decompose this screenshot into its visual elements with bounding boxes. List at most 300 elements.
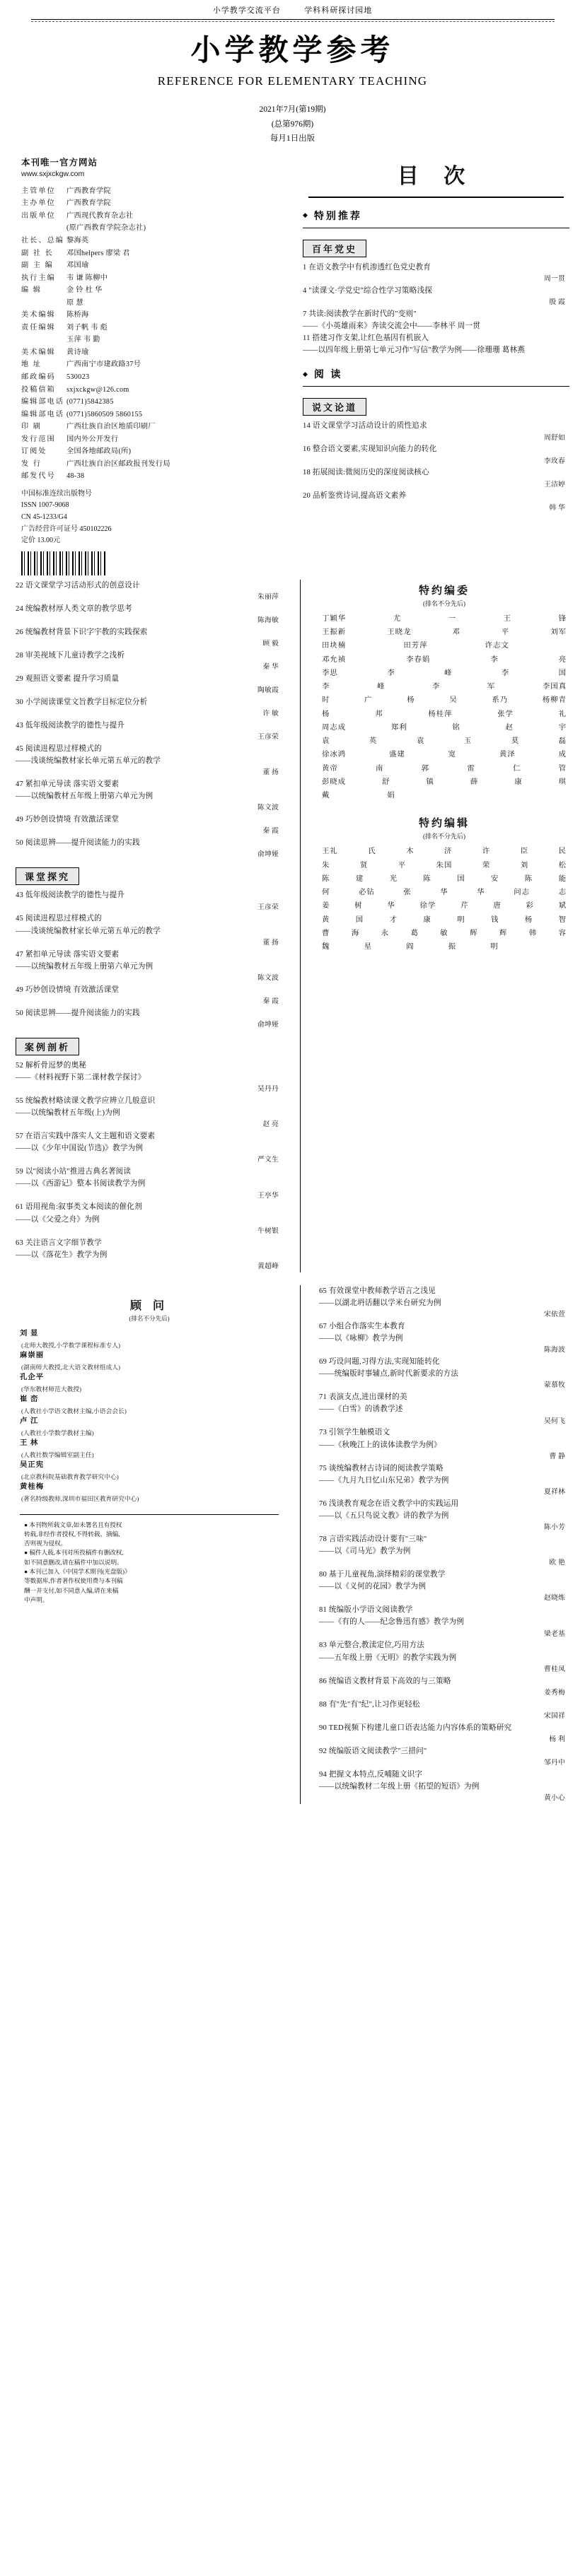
member-name: 宽 [448,751,457,759]
toc-entry[interactable]: ——以统编教材二年级上册《拓望的短语》为例 [319,1782,480,1791]
toc-entry[interactable]: 69 巧设问题,习得方法,实现知能转化 [319,1358,440,1366]
toc-entry-author: 朱丽萍 [257,593,279,602]
staff-row [21,334,290,346]
toc-entry[interactable]: 78 言语实践活动设计要有"三味" [319,1535,427,1543]
staff-label: 地 址 [21,361,42,369]
staff-row [21,470,290,483]
column-divider [300,580,301,1272]
toc-entry[interactable]: 1 在语文教学中有机渗透红色党史教育 [303,263,431,271]
member-name: 邓允祯 [322,655,347,664]
toc-entry[interactable]: ——以《父爱之舟》为例 [16,1215,100,1224]
toc-entry[interactable]: 90 TED视频下构建儿童口语表达能力内容体系的策略研究 [319,1723,512,1732]
toc-entry[interactable]: 73 引领学生触模语文 [319,1429,390,1437]
member-name: 磊 [558,737,567,746]
member-name: 李春娟 [406,655,431,664]
toc-entry-author: 宋国祥 [544,1711,565,1720]
toc-entry[interactable]: 49 巧妙创设情境 有效激活课堂 [16,985,120,994]
toc-entry-author: 邹丹中 [544,1758,565,1767]
colophon-line: 否则视为侵权。 [24,1540,67,1547]
pubinfo-line: CN 45-1233/G4 [21,513,67,522]
staff-value: 黎海英 [66,236,89,245]
member-name: 华 [477,889,485,897]
toc-entry-author: 王洁婷 [544,480,565,488]
toc-entry[interactable]: 18 拓展阅读:微阅历史的深度阅读核心 [303,469,429,477]
member-name: 刘 [520,861,529,870]
toc-entry-author: 曹桂凤 [544,1665,565,1673]
member-name: 琪 [558,778,567,786]
toc-entry[interactable]: 50 阅读思辨——提升阅读能力的实践 [16,1009,140,1017]
toc-entry-author: 赵 亮 [262,1120,279,1129]
banner-divider-dashed [31,21,555,22]
member-name: 盛建 [389,751,405,759]
toc-entry[interactable]: 81 统编版小学语文阅读教学 [319,1606,413,1615]
advisor-title-text: (湖南师大教授,北大语文教材组成人) [21,1363,121,1371]
member-name: 松 [558,861,567,870]
staff-row [21,197,290,210]
staff-row [21,322,290,334]
advisor-name: 吴正宪 [20,1461,45,1470]
toc-entry-author: 秦 霞 [262,997,279,1005]
colophon-line: 中声明。 [24,1596,49,1604]
member-name: 王礼 [322,848,338,856]
member-name: 刘军 [550,628,567,637]
toc-entry-author: 夏祥林 [544,1487,565,1496]
staff-label: 编辑部电话 [21,398,64,406]
toc-entry[interactable]: 76 浅谈教育观念在语文教学中的实践运用 [319,1499,459,1508]
member-name: 斌 [558,902,567,911]
advisor-item [20,1416,279,1438]
staff-row [21,396,290,409]
toc-entry[interactable]: ——以统编教材五年级上册第六单元为例 [16,792,154,801]
member-name: 志 [558,889,567,897]
section-header-graphic [303,366,569,382]
toc-entry-author: 蒙慕牧 [544,1381,565,1390]
toc-entry[interactable]: 92 统编版语文阅读教学"三措问" [319,1747,427,1755]
advisor-subtitle: (排名不分先后) [129,1314,170,1322]
member-name: 建 [355,874,364,883]
member-name: 荣 [482,861,491,870]
member-name: 树 [354,902,363,911]
toc-entry[interactable]: ——以《西游记》整本书阅读教学为例 [16,1180,146,1188]
toc-entry[interactable]: 4 "读课文·学党史"综合性学习策略浅探 [303,286,433,295]
section-title: 阅 读 [313,370,343,381]
toc-entry-author: 俞坤娅 [257,1020,279,1029]
staff-value: 48-38 [66,472,85,481]
member-name: 峰 [376,683,386,691]
toc-entry[interactable]: ——《秋晚江上的读体读教学为例》 [319,1441,441,1449]
toc-entry[interactable]: ——《有的人——纪念鲁迅有感》教学为例 [319,1618,465,1627]
advisor-item [20,1482,279,1504]
member-name: 明 [457,915,465,924]
toc-entry-author: 董 扬 [262,938,279,947]
advisor-box [16,1296,283,1605]
staff-row [21,384,290,397]
toc-entry[interactable]: 88 有"先"有"纪",让习作更轻松 [319,1700,420,1709]
name-row [322,708,567,721]
member-name: 袁 [322,737,330,746]
toc-entry[interactable]: 26 统编教材背景下识字宇教的实践探索 [16,628,148,636]
left-top-entries [16,580,283,860]
name-row [322,845,567,858]
issue-info [0,103,585,145]
member-name: 振 [448,943,457,952]
staff-row [21,358,290,371]
member-name: 李 [490,655,499,664]
pubinfo-line: 定价 13.00元 [21,537,60,545]
staff-value: 530023 [66,373,90,381]
bottom-right-entries [319,1285,569,1804]
advisor-item [20,1438,279,1460]
staff-value: 广西现代教育杂志社 [66,211,134,220]
advisor-item [20,1372,279,1394]
toc-entry[interactable]: ——以《义何的花园》教学为例 [319,1583,427,1591]
colophon-notes [20,1514,279,1605]
member-name: 韩 [528,929,538,937]
lower-section [0,1285,585,1804]
advisor-name: 黄桂梅 [20,1483,45,1492]
advisor-name: 孔企平 [20,1373,45,1381]
member-name: 辉 [470,929,478,937]
member-name: 李 [387,669,395,677]
member-name: 田芳萍 [403,642,428,650]
toc-entry-author: 严文生 [257,1156,279,1164]
member-name: 智 [558,915,567,924]
member-name: 舒 [382,778,390,786]
member-name: 李国真 [542,683,567,691]
toc-entry[interactable]: 94 把握文本特点,反哺随文识字 [319,1770,423,1779]
toc-entry-author: 李玫春 [544,457,565,465]
toc-entry[interactable]: 20 品析鉴赏诗词,提高语文素养 [303,492,407,500]
diamond-icon: ◆ [303,211,308,219]
toc-heading-rule [308,197,564,198]
toc-entry[interactable]: ——《小英雄雨来》奔读交流会中——李林平 周一贯 [303,322,481,330]
member-name: 黄泽 [499,751,516,759]
staff-row [21,284,290,297]
advisor-name: 刘 显 [20,1329,39,1337]
toc-entry-author: 宋依萱 [544,1311,565,1319]
staff-row [21,346,290,359]
banner-right-text: 学科科研探讨园地 [304,6,373,15]
toc-entry-author: 牛树银 [257,1226,279,1235]
member-name: 国 [355,915,364,924]
staff-label: 订阅处 [21,447,47,456]
staff-label: 发行范围 [21,435,56,443]
member-name: 英 [369,737,378,746]
member-name: 臣 [520,848,529,856]
advisor-name: 王 林 [20,1439,39,1448]
toc-entry-author: 陈小芳 [544,1523,565,1532]
advisor-item [20,1328,279,1350]
member-name: 田块楠 [322,642,347,650]
advisor-item [20,1460,279,1482]
member-name: 王晓龙 [387,628,412,637]
advisor-item [20,1350,279,1372]
name-row [322,748,567,761]
member-name: 周志成 [322,723,347,732]
staff-row [21,309,290,322]
advisor-title-text: (著名特级教师,深圳市福田区教育研究中心) [21,1495,139,1503]
name-row [322,886,567,899]
member-name: 李 [431,683,441,691]
toc-entry[interactable]: ——以《司马光》教学为例 [319,1547,411,1556]
toc-entry[interactable]: 55 统编教材略读课文教学应辨立几般意识 [16,1096,156,1105]
toc-entry[interactable]: 80 基于儿童视角,演绎精彩的课堂教学 [319,1571,446,1579]
toc-entry[interactable]: ——以湖北坍话翻以学米台研究为例 [319,1299,441,1307]
member-name: 亮 [558,655,567,664]
toc-entry[interactable]: 65 有效课堂中教师教学语言之浅见 [319,1287,436,1295]
editors-subtitle: (排名不分先后) [423,833,465,841]
advisor-list [20,1328,279,1504]
advisor-title-text: (人教社小学数学教材主编) [21,1429,94,1436]
barcode-image [21,551,106,575]
member-name: 峰 [444,669,453,677]
toc-entry[interactable]: 24 统编教材厚人类文章的教学思考 [16,604,132,613]
toc-entry[interactable]: 45 阅读进程思过样模式的 [16,915,102,923]
toc-entry[interactable]: 22 语文课堂学习活动形式的创意设计 [16,581,140,590]
member-name: 时 [322,696,330,705]
staff-value: (0771)5842385 [66,398,114,406]
lower-column-divider [300,1285,301,1804]
toc-entry[interactable]: ——《材料视野下第二课材教学探讨》 [16,1073,146,1082]
staff-label: 副 主 编 [21,262,54,270]
member-name: 张学 [497,710,514,718]
pubinfo-line: 中国标准连续出版物号 [21,489,92,498]
toc-entry[interactable]: 63 关注语言文字细节教学 [16,1239,102,1247]
toc-entry[interactable]: 49 巧妙创设情境 有效激活课堂 [16,816,120,824]
case-entries [16,1060,283,1272]
staff-label: 责任编辑 [21,323,56,332]
staff-label: 编辑部电话 [21,410,64,418]
member-name: 王 [503,614,512,623]
staff-label: 编 辑 [21,286,42,295]
staff-value: 广西壮族自治区地质印刷厂 [66,423,156,431]
member-name: 南 [376,764,384,773]
member-name: 管 [558,764,567,773]
toc-entry[interactable]: ——浅谈统编教材家长单元第五单元的教学 [16,757,161,766]
staff-label: 投稿信箱 [21,385,56,394]
member-name: 彭晓成 [322,778,347,786]
member-name: 铭 [452,723,461,732]
member-name: 葛 [410,929,419,937]
member-name: 国 [558,669,567,677]
official-site-url[interactable]: www.sxjxckgw.com [21,169,85,178]
member-name: 朱 [322,861,330,870]
toc-entry[interactable]: 43 低年级阅读教学的德性与提升 [16,721,125,730]
toc-entry[interactable]: 83 单元整合,教渎定位,巧用方法 [319,1641,425,1650]
toc-entry[interactable]: ——以《咏柳》教学为例 [319,1335,403,1343]
member-name: 黄 [322,915,330,924]
staff-label: 副 社 长 [21,249,54,257]
member-name: 雷 [467,764,475,773]
pubinfo-line: 广告经营许可证号 450102226 [21,525,112,533]
member-name: 平 [398,861,407,870]
name-row [322,899,567,913]
member-name: 海 [351,929,360,937]
toc-entry[interactable]: 50 阅读思辨——提升阅读能力的实践 [16,839,140,848]
toc-entry[interactable]: ——以《五只鸟说文教》讲的教学为例 [319,1511,449,1520]
staff-label: 出版单位 [21,211,56,220]
staff-value: 玉萍 韦 勤 [66,336,100,344]
board-subtitle: (排名不分先后) [423,599,465,607]
member-name: 钱 [490,915,499,924]
advisor-title-text: (人教社数学编辑室副主任) [21,1451,94,1459]
toc-entry-author: 吴何飞 [544,1417,565,1425]
toc-entry[interactable]: 16 整合语文要素,实现知识向能力的转化 [303,445,437,454]
advisor-name: 崔 峦 [20,1395,39,1404]
member-name: 贤 [359,861,369,870]
staff-value: 原 慧 [66,298,83,307]
toc-entry[interactable]: 75 谈统编教材古诗词的阅读教学策略 [319,1464,444,1473]
editor-member-list [319,845,569,954]
staff-label: 美术编辑 [21,311,56,320]
toc-entry-author: 顾 毅 [262,640,279,648]
section-title: 特别推荐 [313,211,362,222]
toc-entry[interactable]: 30 小学阅读课堂文旨教学目标定位分析 [16,698,148,706]
member-name: 永 [381,929,390,937]
toc-entry[interactable]: 59 以"阅读小站"推进古典名著阅读 [16,1168,132,1176]
staff-label: 印 刷 [21,423,42,431]
colophon-line: ● 本刊已加入《中国学术期刊(光盘版)》 [24,1568,131,1576]
member-name: 民 [558,848,567,856]
staff-row [21,210,290,223]
section-header-box: 百年党史 [303,240,366,257]
member-name: 星 [364,943,372,952]
toc-entry[interactable]: 47 紧扣单元导读 落实语文要素 [16,780,120,789]
toc-entry-author: 殷 霞 [549,298,565,306]
member-name: 成 [558,751,567,759]
member-name: 镇 [426,778,434,786]
toc-entry[interactable]: 67 小组合作落实生本教育 [319,1322,405,1330]
body-columns [0,580,585,1272]
toc-entry[interactable]: 57 在语言实践中落实人文主题和语文要素 [16,1132,156,1141]
toc-entry-author: 董 扬 [262,768,279,777]
toc-entry[interactable]: ——以《落花生》教学为例 [16,1251,108,1259]
toc-entry[interactable]: ——以《少年中国说(节选)》教学为例 [16,1144,144,1153]
toc-entry[interactable]: 11 搭建习作支架,让红色基因有机嵌入 [303,334,429,343]
toc-entry[interactable]: ——以四年级上册第七单元习作"写信"教学为例——徐珊珊 葛林燕 [303,346,526,355]
toc-entry-author: 秦 霞 [262,827,279,836]
name-row [322,927,567,940]
staff-row [21,297,290,310]
member-name: 陈 [524,874,533,883]
staff-label: 社长、总编 [21,236,64,245]
editors-title: 特约编辑 [418,818,470,830]
member-name: 王振新 [322,628,347,637]
advisor-name: 麻崇丽 [20,1351,45,1359]
toc-entry[interactable]: 86 统编语文教材背景下高效的与三策略 [319,1677,451,1685]
staff-value: 邓国瑜 [66,262,89,270]
toc-entry[interactable]: 7 共读:阅读教学在新时代的"变则" [303,310,417,318]
journal-title-en: REFERENCE FOR ELEMENTARY TEACHING [157,74,428,88]
staff-value: (0771)5860509 5860155 [66,410,143,418]
toc-entry[interactable]: 28 审美视域下儿童诗教学之浅析 [16,651,125,660]
toc-entry[interactable]: ——《九月九日忆山东兄弟》教学为例 [319,1476,449,1485]
staff-value: 广西南宁市建政路37号 [66,361,141,369]
toc-entry[interactable]: 71 表演支点,进出课材的美 [319,1393,407,1402]
name-row [322,940,567,954]
member-name: 必钻 [358,889,375,897]
name-row [322,680,567,693]
staff-row [21,235,290,247]
toc-entry-author: 陈文波 [257,973,279,982]
staff-label: 美术编辑 [21,348,56,356]
member-name: 唐 [493,902,502,911]
name-row [322,789,567,802]
member-name: 陈 [423,874,431,883]
member-name: 平 [501,628,510,637]
toc-entry-author: 曹 静 [549,1452,565,1460]
toc-entry-author: 许 敏 [262,710,279,718]
member-name: 赵 [505,723,514,732]
toc-entry-author: 陈文波 [257,804,279,812]
toc-entry[interactable]: 52 解析骨逗梦的奥秘 [16,1061,87,1070]
staff-row [21,458,290,471]
member-name: 系乃 [492,696,509,705]
toc-entry[interactable]: ——《白雪》的诱教学述 [319,1405,403,1414]
advisor-title-text: (北师大教授,小学数学课程标准专人) [21,1341,121,1349]
member-name: 娟 [387,792,395,800]
toc-entry[interactable]: 47 紧扣单元导读 落实语文要素 [16,950,120,959]
member-name: 魏 [322,943,330,952]
toc-entry[interactable]: 61 语用视角:叙事类文本阅读的催化剂 [16,1203,142,1212]
toc-entry[interactable]: 43 低年级阅读教学的德性与提升 [16,891,125,900]
advisor-title-text: (华东教材师范大教授) [21,1385,82,1393]
staff-value: 广西教育学院 [66,187,111,195]
section-entries [303,262,569,357]
name-row [322,612,567,626]
member-name: 郑利 [390,723,407,732]
bottom-right-column [308,1285,569,1804]
toc-entry-author: 姜秀梅 [544,1688,565,1697]
advisor-name: 卢 江 [20,1417,39,1426]
toc-entry[interactable]: 29 观照语文要素 提升学习质量 [16,674,120,683]
toc-entry[interactable]: ——以统编教材五年级(上)为例 [16,1109,120,1118]
member-name: 华 [440,889,448,897]
name-row [322,693,567,707]
name-row [322,734,567,748]
member-name: 广 [364,696,373,705]
toc-entry[interactable]: ——统编版时事辅点,新时代新要求的方法 [319,1370,459,1378]
member-name: 康 [514,778,523,786]
masthead [0,33,585,88]
member-name: 玉 [463,737,473,746]
toc-entry-author: 周舒如 [544,433,565,442]
section-underline [303,386,569,387]
toc-entry[interactable]: ——浅谈统编教材家长单元第五单元的教学 [16,927,161,935]
toc-entry[interactable]: ——以统编教材五年级上册第六单元为例 [16,962,154,971]
member-name: 芹 [461,902,469,911]
toc-entry-author: 吴丹丹 [257,1085,279,1094]
member-name: 徐学 [419,902,436,911]
toc-entry[interactable]: 14 语文课堂学习活动设计的质性追求 [303,422,427,431]
staff-row [21,272,290,285]
advisor-title: 顾 问 [129,1299,168,1312]
member-name: 敏 [440,929,448,937]
journal-title-cn: 小学教学参考 [190,35,395,67]
toc-entry-author: 周一贯 [544,274,565,283]
member-name: 徐冰鸿 [322,751,347,759]
staff-value: 陈桥海 [66,311,89,320]
toc-entry[interactable]: 45 阅读进程思过样模式的 [16,744,102,753]
member-name: 杨桂萍 [428,710,453,718]
staff-row [21,371,290,384]
member-name: 张 [403,889,412,897]
member-name: 济 [444,848,453,856]
staff-row [21,421,290,433]
toc-entry[interactable]: ——五年级上册《无明》的教学实践为例 [319,1653,457,1662]
section-header-box: 说文论道 [303,398,366,416]
official-site-label: 本刊唯一官方网站 [21,157,98,168]
